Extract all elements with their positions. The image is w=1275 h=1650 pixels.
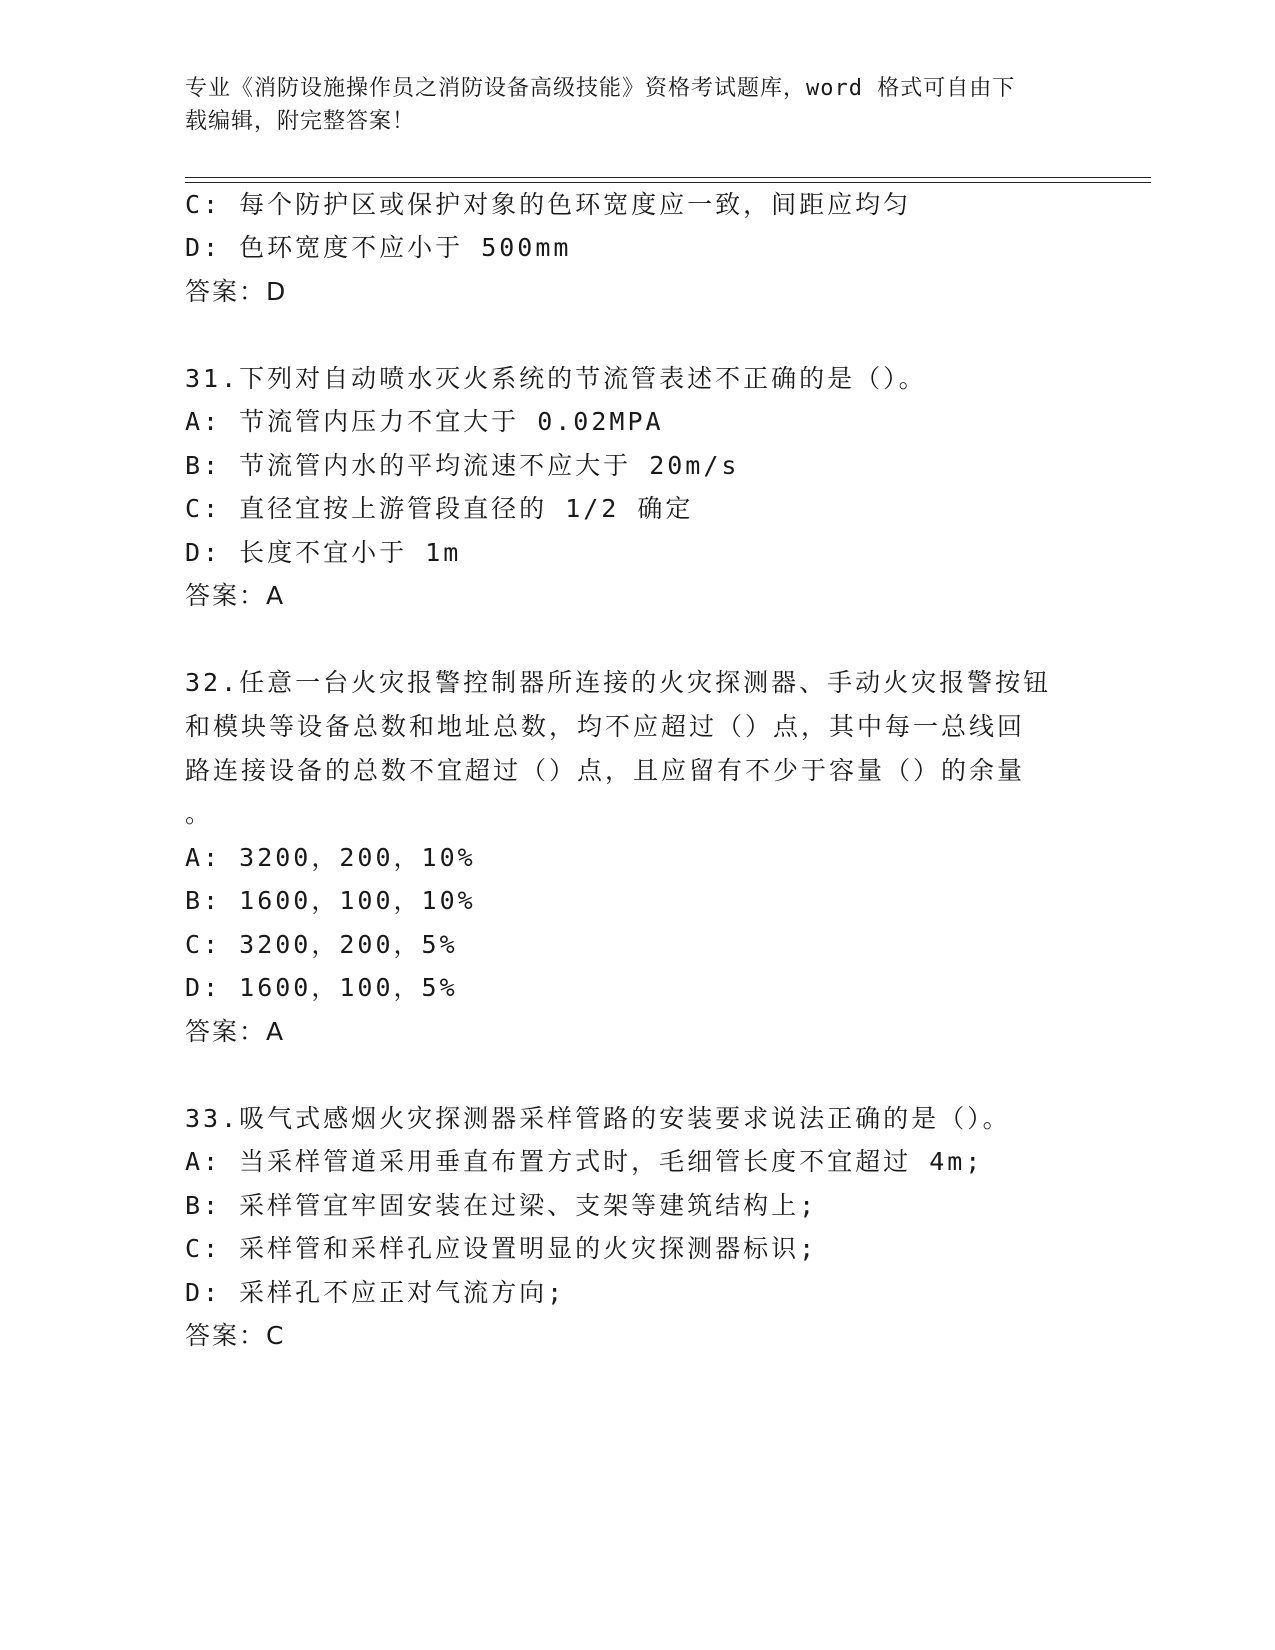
q31-question: 31.下列对自动喷水灭火系统的节流管表述不正确的是（）。: [185, 364, 927, 393]
header-line-1: 专业《消防设施操作员之消防设备高级技能》资格考试题库，word 格式可自由下: [185, 76, 1016, 101]
prev-option-d: D: 色环宽度不应小于 500mm: [185, 233, 572, 262]
header-divider-bottom: [185, 182, 1151, 183]
prev-answer: 答案：D: [185, 277, 288, 306]
q33-answer: 答案：C: [185, 1321, 286, 1350]
q31-option-a: A: 节流管内压力不宜大于 0.02MPA: [185, 407, 664, 436]
q32-option-d: D: 1600，100，5%: [185, 973, 458, 1002]
document-header: [185, 72, 1085, 138]
q33-question: 33.吸气式感烟火灾探测器采样管路的安装要求说法正确的是（）。: [185, 1104, 1011, 1133]
q33-option-c: C: 采样管和采样孔应设置明显的火灾探测器标识;: [185, 1234, 818, 1263]
q33-option-d: D: 采样孔不应正对气流方向;: [185, 1278, 566, 1307]
q33-option-b: B: 采样管宜牢固安装在过梁、支架等建筑结构上;: [185, 1191, 818, 1220]
q31-option-b: B: 节流管内水的平均流速不应大于 20m/s: [185, 451, 740, 480]
q33-option-a: A: 当采样管道采用垂直布置方式时，毛细管长度不宜超过 4m;: [185, 1147, 984, 1176]
prev-option-c: C: 每个防护区或保护对象的色环宽度应一致，间距应均匀: [185, 190, 912, 219]
q31-answer: 答案：A: [185, 581, 286, 610]
q32-option-b: B: 1600，100，10%: [185, 886, 476, 915]
q32-option-c: C: 3200，200，5%: [185, 930, 458, 959]
q32-question-line-2: 和模块等设备总数和地址总数，均不应超过（）点，其中每一总线回: [185, 712, 1026, 741]
q32-question-line-3: 路连接设备的总数不宜超过（）点，且应留有不少于容量（）的余量: [185, 756, 1026, 785]
q31-option-d: D: 长度不宜小于 1m: [185, 538, 462, 567]
q31-option-c: C: 直径宜按上游管段直径的 1/2 确定: [185, 494, 694, 523]
q32-question-line-1: 32.任意一台火灾报警控制器所连接的火灾探测器、手动火灾报警按钮: [185, 668, 1052, 697]
q32-answer: 答案：A: [185, 1017, 286, 1046]
q32-question-line-4: 。: [185, 799, 214, 828]
header-line-2: 载编辑，附完整答案！: [185, 109, 416, 134]
q32-option-a: A: 3200，200，10%: [185, 843, 476, 872]
header-divider-top: [185, 177, 1151, 178]
